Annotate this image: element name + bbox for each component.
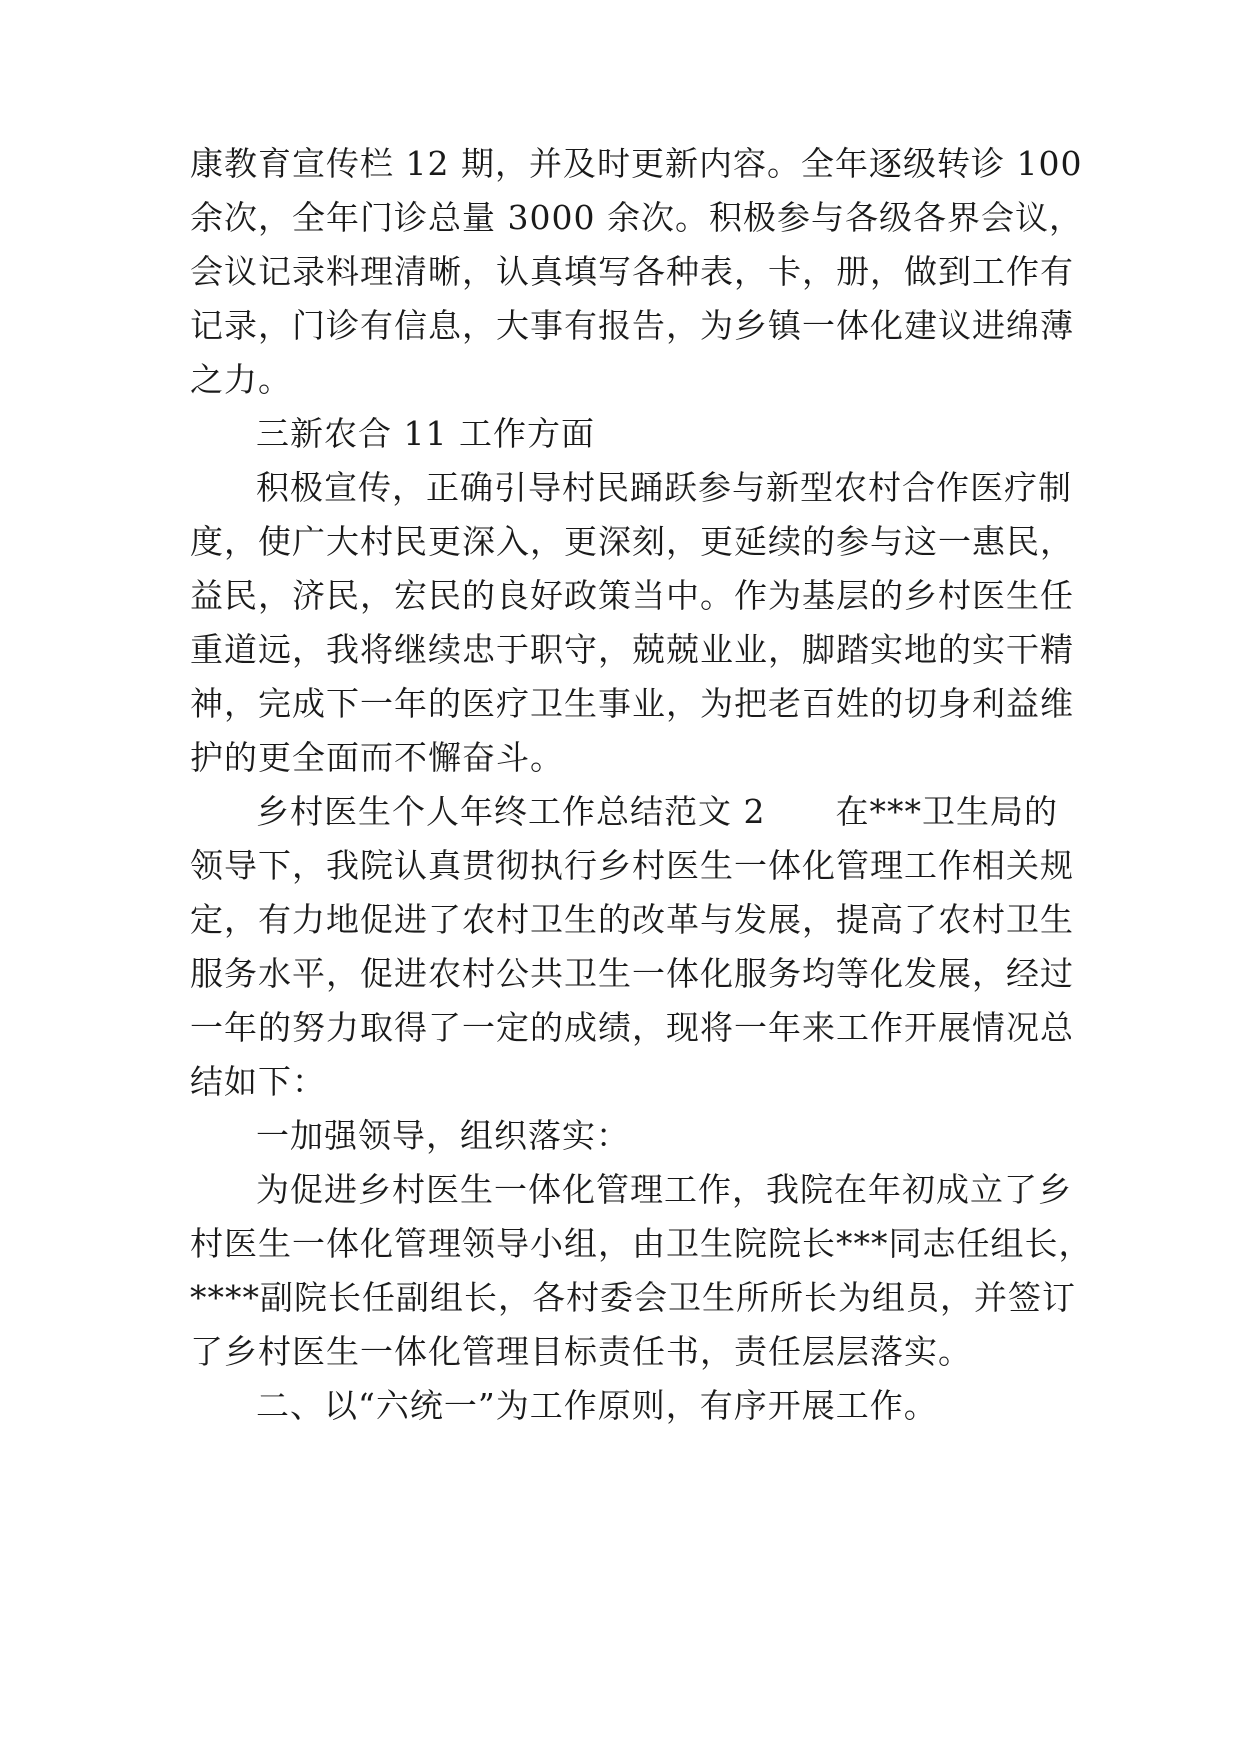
section-heading: 三新农合 11 工作方面: [256, 414, 595, 453]
text-line: 定，有力地促进了农村卫生的改革与发展，提高了农村卫生: [190, 900, 1074, 939]
text-line: 记录，门诊有信息，大事有报告，为乡镇一体化建议进绵薄: [190, 306, 1074, 345]
text-line: 益民，济民，宏民的良好政策当中。作为基层的乡村医生任: [190, 576, 1074, 615]
text-line: 了乡村医生一体化管理目标责任书，责任层层落实。: [190, 1332, 972, 1371]
text-line: ****副院长任副组长，各村委会卫生所所长为组员，并签订: [190, 1278, 1076, 1317]
text-line: 村医生一体化管理领导小组，由卫生院院长***同志任组长，: [190, 1224, 1093, 1263]
text-line: 之力。: [190, 360, 292, 399]
text-line: 度，使广大村民更深入，更深刻，更延续的参与这一惠民，: [190, 522, 1074, 561]
section-heading: 二、以“六统一”为工作原则，有序开展工作。: [256, 1386, 938, 1425]
text-line: 康教育宣传栏 12 期，并及时更新内容。全年逐级转诊 100: [190, 144, 1083, 183]
text-line: 会议记录料理清晰，认真填写各种表，卡，册，做到工作有: [190, 252, 1074, 291]
text-line: 护的更全面而不懈奋斗。: [190, 738, 564, 777]
text-line: 一年的努力取得了一定的成绩，现将一年来工作开展情况总: [190, 1008, 1074, 1047]
text-line: 服务水平，促进农村公共卫生一体化服务均等化发展，经过: [190, 954, 1074, 993]
text-line: 神，完成下一年的医疗卫生事业，为把老百姓的切身利益维: [190, 684, 1074, 723]
article-title-line: [256, 792, 1058, 832]
text-line: 领导下，我院认真贯彻执行乡村医生一体化管理工作相关规: [190, 846, 1074, 885]
text-line: 积极宣传，正确引导村民踊跃参与新型农村合作医疗制: [256, 468, 1072, 507]
article-title: 乡村医生个人年终工作总结范文 2: [256, 792, 766, 831]
text-line: 结如下：: [190, 1062, 326, 1101]
text-line: 余次，全年门诊总量 3000 余次。积极参与各级各界会议，: [190, 198, 1083, 237]
text-line: 在***卫生局的: [835, 792, 1058, 831]
text-line: 为促进乡村医生一体化管理工作，我院在年初成立了乡: [256, 1170, 1072, 1209]
section-heading: 一加强领导，组织落实：: [256, 1116, 630, 1155]
text-line: 重道远，我将继续忠于职守，兢兢业业，脚踏实地的实干精: [190, 630, 1074, 669]
